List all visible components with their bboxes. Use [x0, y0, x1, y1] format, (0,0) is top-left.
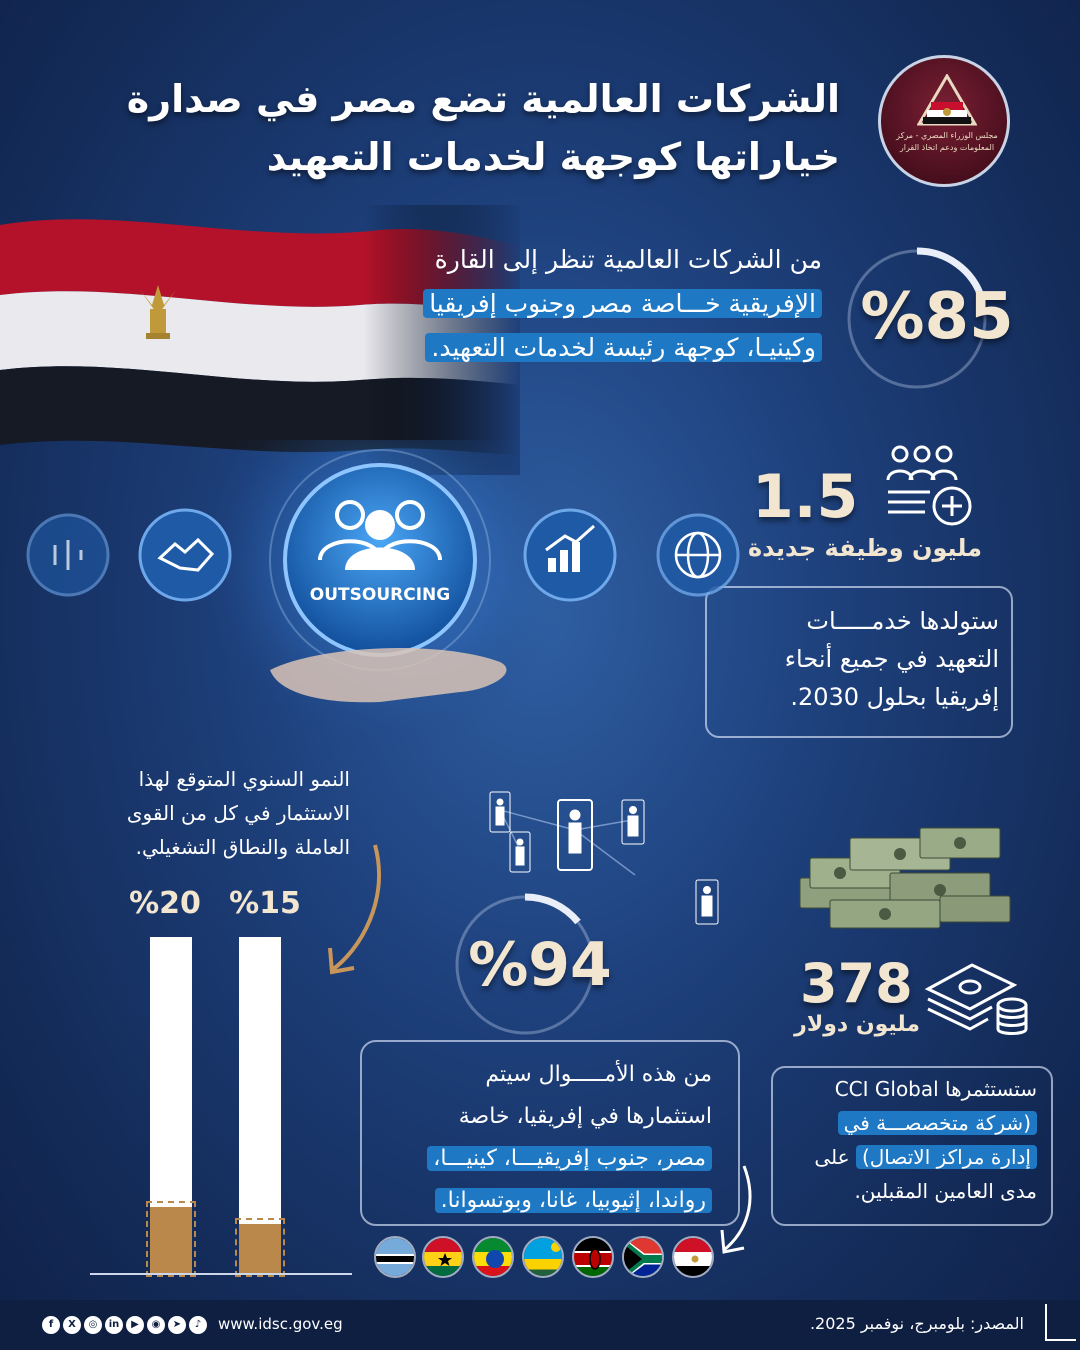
bar-20-outline	[146, 1201, 196, 1277]
jobs-label: مليون وظيفة جديدة	[747, 534, 982, 562]
bar-20-label: %20	[129, 886, 201, 921]
stat-85-line3: وكينيـا، كوجهة رئيسة لخدمات التعهيد.	[425, 333, 822, 362]
investment-description-box	[771, 1066, 1053, 1226]
bar-baseline	[90, 1273, 352, 1275]
stat-85-value: %85	[860, 280, 1014, 354]
page-title: الشركات العالمية تضع مصر في صدارة خياراتها كوجهة لخدمات التعهيد	[126, 77, 840, 179]
jobs-description-box	[705, 586, 1013, 738]
south-africa-flag-icon	[622, 1236, 664, 1278]
bar-15	[239, 937, 281, 1275]
telegram-icon[interactable]: ➤	[168, 1316, 186, 1334]
cci-line4: مدى العامين المقبلين.	[854, 1179, 1037, 1203]
page-corner-icon	[1038, 1300, 1080, 1350]
curved-arrow-icon	[716, 1162, 760, 1258]
cci-line3: إدارة مراكز الاتصال)	[856, 1145, 1037, 1169]
cci-line3-suffix: على	[814, 1145, 850, 1169]
cci-line1: ستستثمرها CCI Global	[834, 1077, 1037, 1101]
idsc-logo	[878, 55, 1010, 187]
egypt-flag-icon	[672, 1236, 714, 1278]
cash-coins-icon	[922, 955, 1032, 1037]
ethiopia-flag-icon	[472, 1236, 514, 1278]
stat-94-value: %94	[468, 930, 612, 1000]
stat-85-line1: من الشركات العالمية تنظر إلى القارة	[434, 245, 822, 274]
youtube-icon[interactable]: ▶	[126, 1316, 144, 1334]
growth-line3: العاملة والنطاق التشغيلي.	[135, 835, 350, 859]
growth-line1: النمو السنوي المتوقع لهذا	[138, 767, 350, 791]
facebook-icon[interactable]: f	[42, 1316, 60, 1334]
stat-94-line4: رواندا، إثيوبيا، غانا، وبوتسوانا.	[435, 1188, 712, 1213]
logo-caption: مجلس الوزراء المصري - مركز المعلومات ودعم اتخاذ القرار	[896, 131, 998, 152]
ghana-flag-icon	[422, 1236, 464, 1278]
jobs-box-line2: التعهيد في جميع أنحاء	[784, 645, 999, 673]
bar-20	[150, 937, 192, 1275]
jobs-value: 1.5	[752, 462, 859, 532]
investment-value: 378	[800, 952, 913, 1015]
kenya-flag-icon	[572, 1236, 614, 1278]
threads-icon[interactable]: ◉	[147, 1316, 165, 1334]
cci-line2: (شركة متخصصـــة في	[838, 1111, 1037, 1135]
stat-94-description-box	[360, 1040, 740, 1226]
stat-94-line2: استثمارها في إفريقيا، خاصة	[458, 1104, 712, 1129]
bar-15-label: %15	[229, 886, 301, 921]
people-add-icon	[870, 440, 980, 530]
money-stacks-image	[790, 818, 1020, 938]
rwanda-flag-icon	[522, 1236, 564, 1278]
investment-label: مليون دولار	[794, 1012, 920, 1037]
website-link[interactable]: www.idsc.gov.eg	[218, 1315, 343, 1333]
bar-15-outline	[235, 1218, 285, 1277]
growth-line2: الاستثمار في كل من القوى	[126, 801, 350, 825]
jobs-box-line3: إفريقيا بحلول 2030.	[790, 683, 999, 711]
outsourcing-label: OUTSOURCING	[309, 585, 451, 605]
tiktok-icon[interactable]: ♪	[189, 1316, 207, 1334]
stat-94-line3: مصر، جنوب إفريقيـــا، كينيـــا،	[427, 1146, 712, 1171]
jobs-box-line1: ستولدها خدمـــــات	[806, 607, 999, 635]
footer	[0, 1300, 1080, 1350]
stat-85-description	[262, 238, 822, 370]
instagram-icon[interactable]: ◎	[84, 1316, 102, 1334]
stat-85-line2: الإفريقية خـــاصة مصر وجنوب إفريقيا	[423, 289, 822, 318]
x-icon[interactable]: X	[63, 1316, 81, 1334]
botswana-flag-icon	[374, 1236, 416, 1278]
stat-94-line1: من هذه الأمـــــوال سيتم	[485, 1062, 712, 1087]
pyramid-eagle-icon	[917, 74, 977, 126]
growth-description	[60, 762, 350, 864]
source-text: المصدر: بلومبرج، نوفمبر 2025.	[809, 1314, 1024, 1333]
linkedin-icon[interactable]: in	[105, 1316, 123, 1334]
curved-arrow-icon	[320, 840, 390, 980]
